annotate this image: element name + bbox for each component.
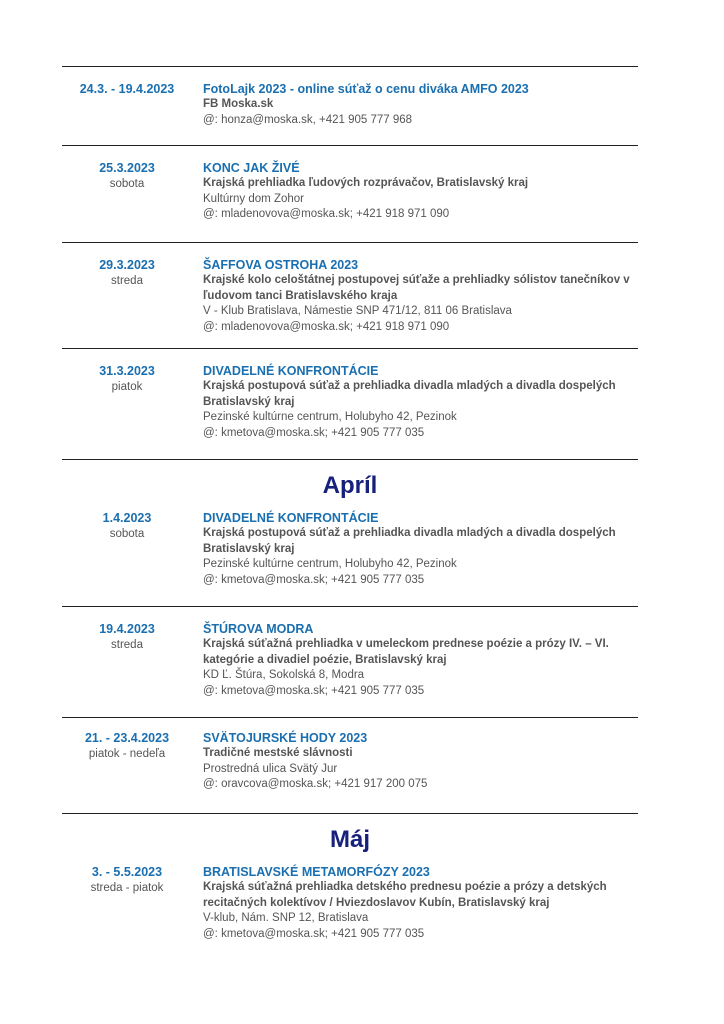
event-day: piatok [111, 381, 143, 393]
event-subtitle: Krajská prehliadka ľudových rozprávačov, Bratislavský kraj [203, 177, 529, 189]
event-info [192, 621, 638, 717]
month-heading-april: Apríl [322, 472, 378, 499]
event-subtitle: Krajská súťažná prehliadka detského prednesu poézie a prózy a detských recitačných kolektívov / Hviezdoslavov Kubín, Bratislavský kraj [203, 881, 607, 909]
event-info [192, 160, 638, 242]
event-date-column [62, 621, 192, 717]
event-row [62, 67, 638, 145]
event-calendar-page [62, 66, 638, 942]
event-subtitle: Tradičné mestské slávnosti [203, 747, 353, 759]
event-title: DIVADELNÉ KONFRONTÁCIE [203, 364, 379, 378]
event-date-column [62, 864, 192, 942]
event-subtitle: Krajská súťažná prehliadka v umeleckom prednese poézie a prózy IV. – VI. kategórie a divadiel poézie, Bratislavský kraj [203, 638, 609, 666]
event-info [192, 81, 638, 145]
event-contact: @: kmetova@moska.sk; +421 905 777 035 [203, 927, 425, 940]
event-row [62, 243, 638, 348]
event-date-column [62, 160, 192, 242]
event-row [62, 500, 638, 606]
event-title: SVÄTOJURSKÉ HODY 2023 [203, 731, 368, 745]
divider [62, 813, 638, 814]
event-location: Pezinské kultúrne centrum, Holubyho 42, Pezinok [203, 411, 457, 423]
event-date-column [62, 730, 192, 813]
event-date-column [62, 81, 192, 145]
event-subtitle: Krajská postupová súťaž a prehliadka divadla mladých a divadla dospelých Bratislavský kraj [203, 527, 616, 555]
event-date: 24.3. - 19.4.2023 [79, 82, 175, 96]
event-day: sobota [109, 528, 145, 540]
event-day: streda - piatok [90, 882, 164, 894]
event-info [192, 363, 638, 459]
event-location: V-klub, Nám. SNP 12, Bratislava [203, 912, 369, 924]
event-day: piatok - nedeľa [88, 748, 166, 760]
event-contact: @: oravcova@moska.sk; +421 917 200 075 [203, 778, 428, 790]
event-date: 19.4.2023 [99, 622, 155, 636]
event-day: streda [111, 275, 143, 287]
event-date: 31.3.2023 [99, 364, 155, 378]
event-day: sobota [109, 178, 145, 190]
event-location: Prostredná ulica Svätý Jur [203, 762, 338, 775]
event-date: 25.3.2023 [99, 161, 155, 175]
event-title: ŠAFFOVA OSTROHA 2023 [203, 258, 359, 272]
event-row [62, 146, 638, 242]
event-contact: @: kmetova@moska.sk; +421 905 777 035 [203, 684, 425, 697]
event-title: BRATISLAVSKÉ METAMORFÓZY 2023 [203, 865, 430, 879]
event-subtitle: FB Moska.sk [203, 98, 274, 110]
event-date: 3. - 5.5.2023 [91, 865, 163, 879]
event-location: Kultúrny dom Zohor [203, 192, 304, 205]
event-info [192, 730, 638, 813]
event-info [192, 257, 638, 348]
event-day: streda [111, 639, 143, 651]
event-date-column [62, 510, 192, 606]
event-subtitle: Krajská postupová súťaž a prehliadka divadla mladých a divadla dospelých Bratislavský kraj [203, 380, 616, 408]
event-contact: @: kmetova@moska.sk; +421 905 777 035 [203, 426, 425, 439]
event-row [62, 854, 638, 942]
event-location: V - Klub Bratislava, Námestie SNP 471/12, 811 06 Bratislava [203, 305, 512, 317]
event-date: 1.4.2023 [102, 511, 152, 525]
event-contact: @: honza@moska.sk, +421 905 777 968 [203, 113, 413, 126]
event-row [62, 718, 638, 813]
event-title: KONC JAK ŽIVÉ [203, 161, 300, 175]
event-contact: @: mladenovova@moska.sk; +421 918 971 090 [203, 320, 450, 333]
event-date-column [62, 363, 192, 459]
month-heading-maj: Máj [329, 826, 370, 853]
event-date-column [62, 257, 192, 348]
event-row [62, 349, 638, 459]
event-contact: @: mladenovova@moska.sk; +421 918 971 090 [203, 208, 450, 220]
event-title: FotoLajk 2023 - online súťaž o cenu diváka AMFO 2023 [203, 82, 529, 96]
event-subtitle: Krajské kolo celoštátnej postupovej súťaže a prehliadky sólistov tanečníkov v ľudovom tanci Bratislavského kraja [203, 274, 630, 302]
event-date: 29.3.2023 [99, 258, 155, 272]
event-location: KD Ľ. Štúra, Sokolská 8, Modra [203, 669, 365, 681]
divider [62, 459, 638, 460]
event-info [192, 510, 638, 606]
event-location: Pezinské kultúrne centrum, Holubyho 42, Pezinok [203, 558, 457, 570]
event-contact: @: kmetova@moska.sk; +421 905 777 035 [203, 573, 425, 586]
event-row [62, 607, 638, 717]
event-date: 21. - 23.4.2023 [84, 731, 170, 745]
event-title: ŠTÚROVA MODRA [203, 622, 314, 636]
event-info [192, 864, 638, 942]
event-title: DIVADELNÉ KONFRONTÁCIE [203, 511, 379, 525]
